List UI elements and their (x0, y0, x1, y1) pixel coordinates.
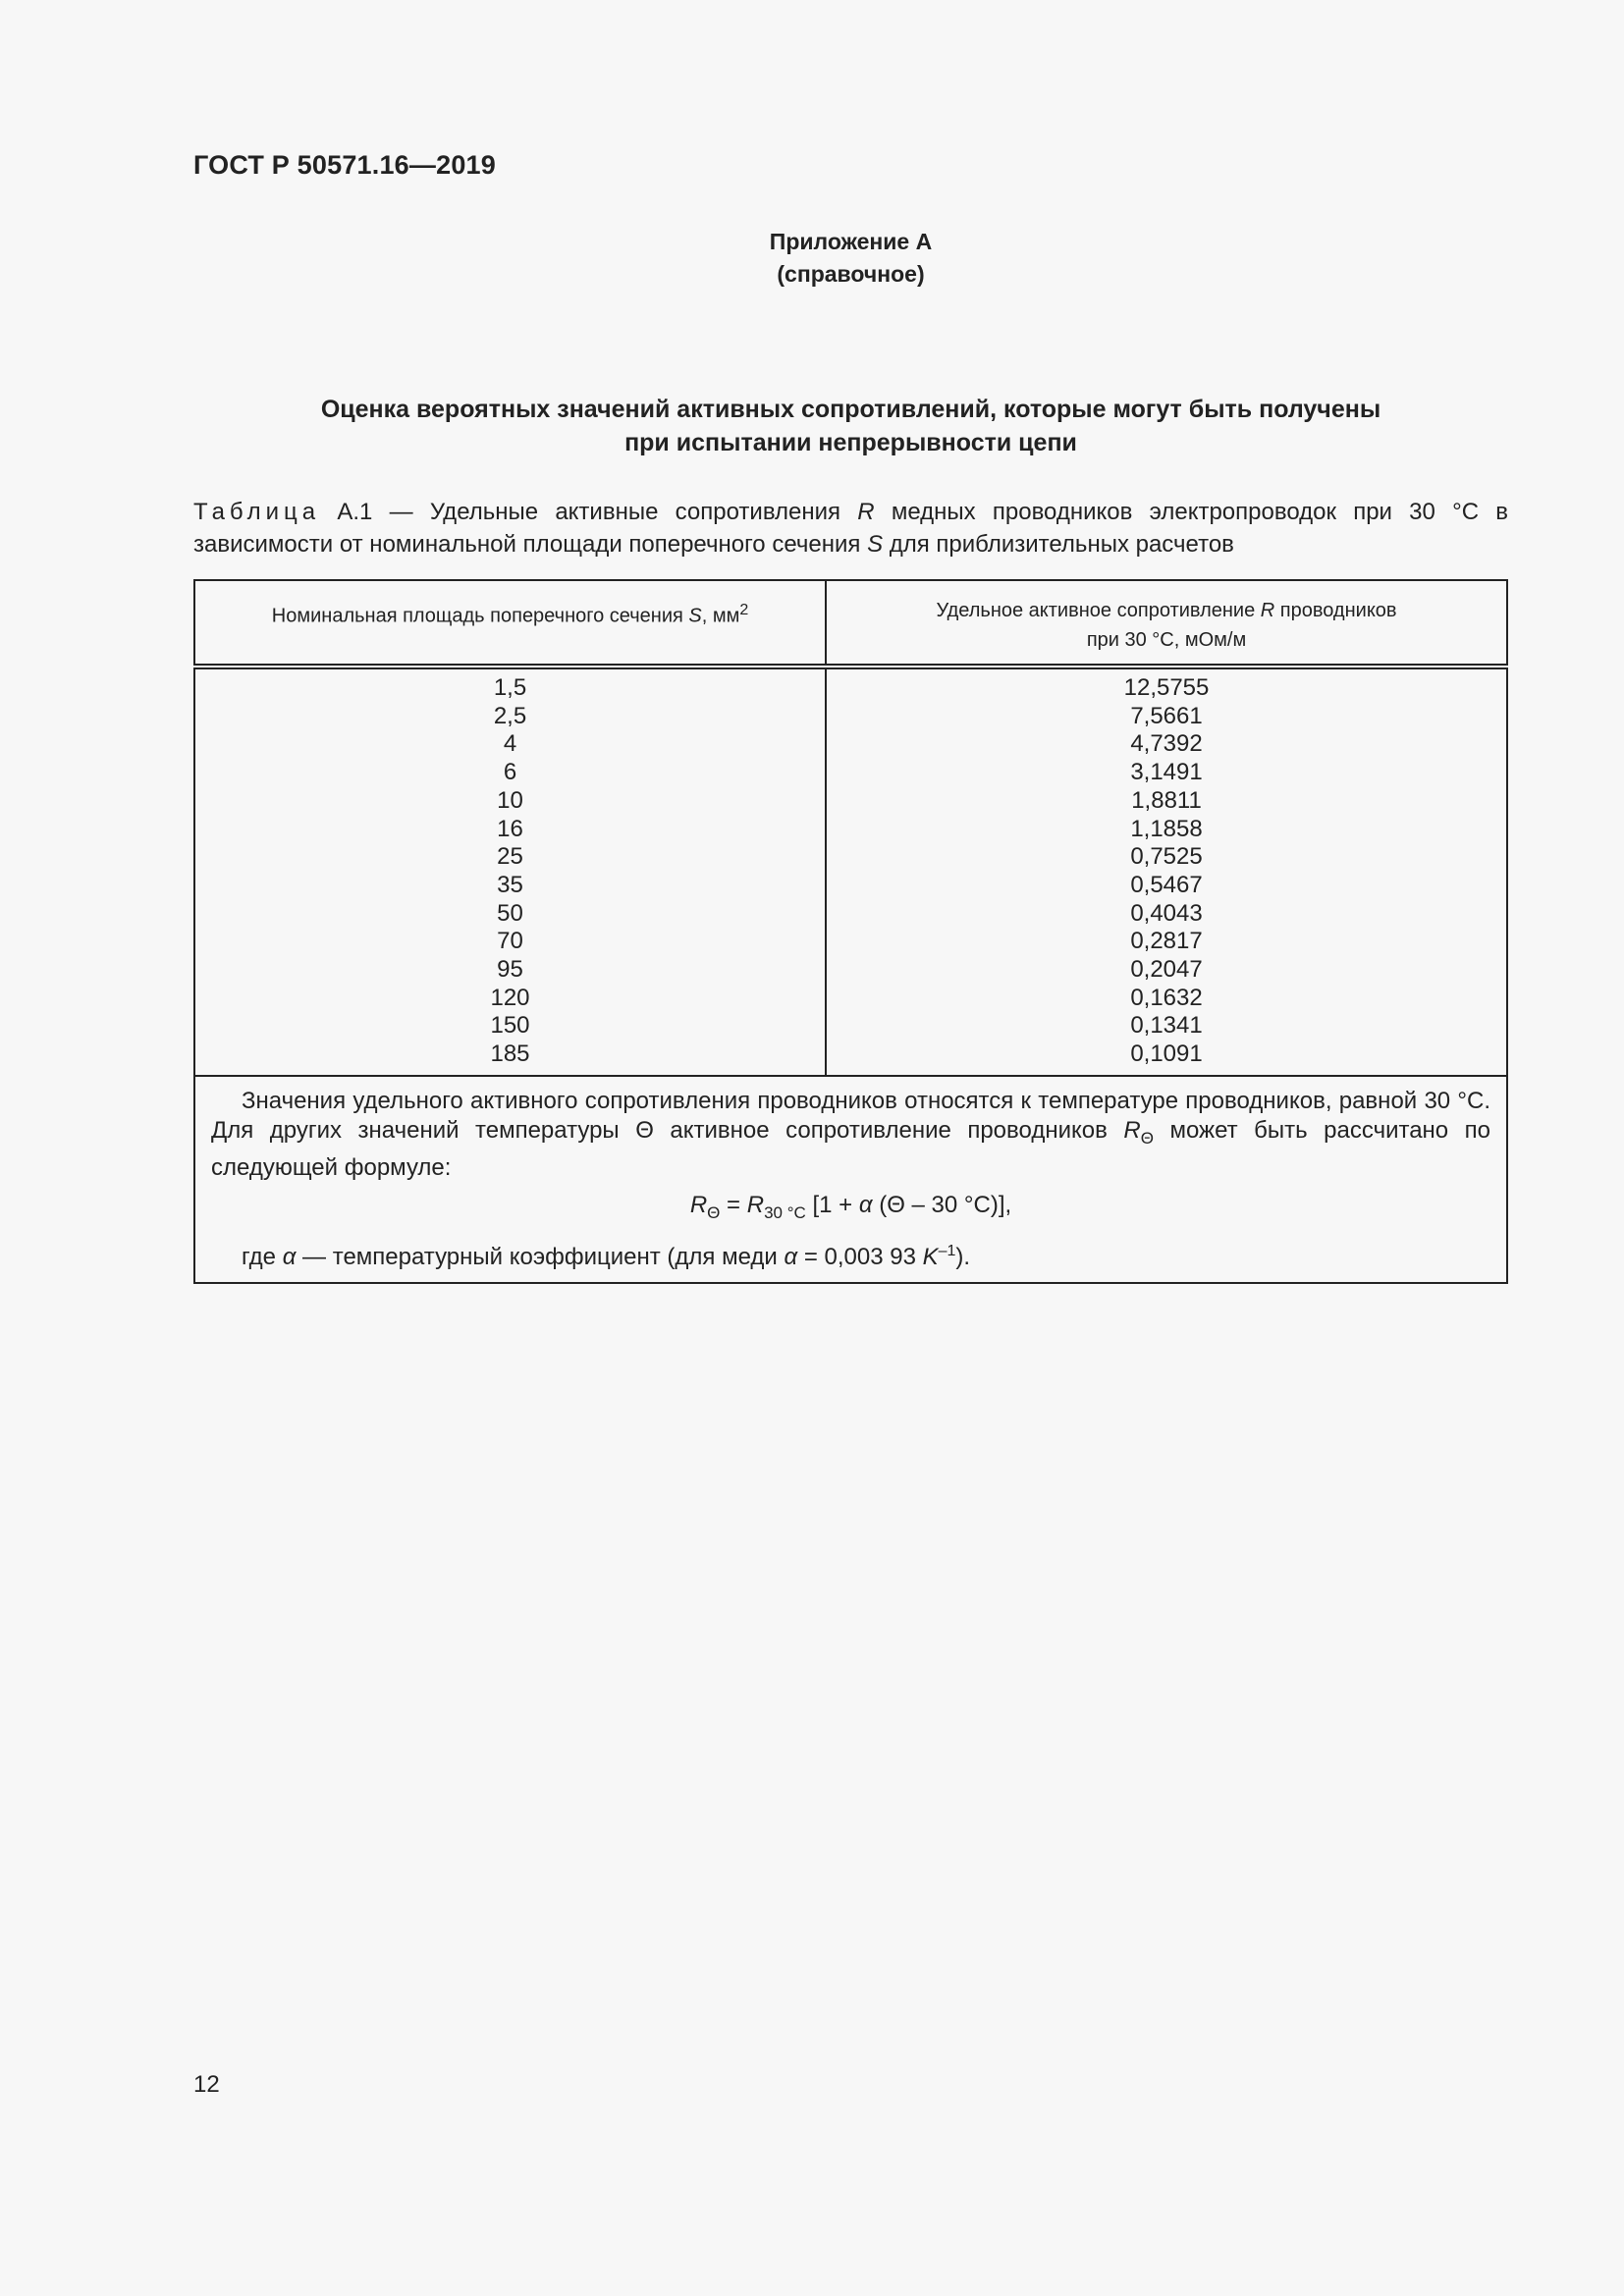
variable-r: R (857, 499, 875, 525)
resistance-value: 0,1341 (1130, 1012, 1203, 1040)
where-text: где (242, 1244, 283, 1271)
table-note-row (194, 1076, 1507, 1284)
formula-sub: 30 °С (764, 1202, 806, 1222)
variable-s: S (867, 531, 884, 558)
section-title-line2: при испытании непрерывности цепи (624, 429, 1077, 456)
header-superscript: 2 (739, 602, 749, 618)
section-value: 2,5 (493, 702, 527, 729)
table-caption-number: А.1 (337, 499, 373, 525)
resistance-value: 0,2047 (1130, 956, 1203, 984)
header-variable: S (688, 605, 702, 627)
document-code: ГОСТ Р 50571.16—2019 (193, 150, 496, 180)
table-body-row (194, 667, 1507, 1076)
note-text: может быть рассчитано по следующей формуле: (211, 1116, 1490, 1181)
formula-text: (Θ – 30 °С)], (872, 1191, 1012, 1218)
table-note (194, 1076, 1507, 1284)
theta-subscript: Θ (1140, 1128, 1154, 1148)
where-k-superscript: –1 (938, 1243, 956, 1260)
section-value: 50 (497, 899, 523, 927)
note-text: Значения удельного активного сопротивления проводников относятся к температуре проводников, равной 30 °С. Для других значений температуры Θ активное сопротивление проводников (211, 1087, 1490, 1144)
table-header-row (194, 580, 1507, 667)
header-variable: R (1260, 600, 1275, 621)
section-value: 4 (503, 730, 517, 758)
resistance-value: 1,1858 (1130, 815, 1203, 842)
section-value: 25 (497, 843, 523, 871)
section-value: 120 (490, 984, 530, 1011)
table-caption-prefix: Таблица (193, 499, 321, 525)
resistance-table (193, 579, 1508, 1284)
header-text: Удельное активное сопротивление (936, 600, 1261, 621)
resistance-value: 0,2817 (1130, 928, 1203, 955)
where-text: ). (955, 1244, 971, 1271)
table-caption-text: для приблизительных расчетов (883, 531, 1234, 558)
section-value: 6 (503, 759, 517, 786)
appendix-heading (0, 226, 1624, 291)
formula-text: = (720, 1191, 747, 1218)
header-unit: , мм (701, 605, 740, 627)
where-text: — температурный коэффициент (для меди (296, 1244, 785, 1271)
resistance-value: 3,1491 (1130, 759, 1203, 786)
header-unit: при 30 °С, мОм/м (1086, 629, 1247, 651)
variable-r: R (1123, 1116, 1141, 1144)
appendix-subtitle: (справочное) (777, 261, 925, 287)
section-value: 16 (497, 815, 523, 842)
where-alpha: α (784, 1244, 798, 1271)
page-number: 12 (193, 2071, 220, 2098)
formula (211, 1191, 1490, 1228)
resistance-value: 4,7392 (1130, 730, 1203, 758)
section-value: 150 (490, 1012, 530, 1040)
resistance-value: 0,5467 (1130, 871, 1203, 898)
section-values-cell (194, 667, 826, 1076)
appendix-title: Приложение А (769, 229, 933, 254)
where-alpha: α (282, 1244, 297, 1271)
resistance-value: 0,1632 (1130, 984, 1203, 1011)
resistance-values-cell (826, 667, 1507, 1076)
section-value: 95 (497, 956, 523, 984)
formula-text: [1 + (805, 1191, 859, 1218)
formula-r: R (689, 1191, 708, 1218)
formula-alpha: α (858, 1191, 873, 1218)
resistance-value: 0,4043 (1130, 899, 1203, 927)
note-paragraph (211, 1087, 1490, 1183)
table-caption (193, 496, 1508, 561)
section-title (193, 393, 1508, 459)
table-caption-text: — Удельные активные сопротивления (372, 499, 858, 525)
resistance-value: 0,1091 (1130, 1041, 1203, 1068)
where-k: K (922, 1244, 939, 1271)
section-value: 185 (490, 1041, 530, 1068)
section-value: 70 (497, 928, 523, 955)
table-caption-text: медных проводников электропроводок при 30 °С в зависимости от номинальной площади поперечного сечения (193, 499, 1508, 558)
section-title-line1: Оценка вероятных значений активных сопротивлений, которые могут быть получены (320, 396, 1381, 423)
column-header-section (194, 580, 826, 667)
formula-sub: Θ (707, 1202, 721, 1222)
formula-r: R (746, 1191, 765, 1218)
section-value: 1,5 (493, 674, 527, 701)
resistance-value: 7,5661 (1130, 702, 1203, 729)
header-text: проводников (1274, 600, 1397, 621)
header-text: Номинальная площадь поперечного сечения (271, 605, 689, 627)
resistance-value: 1,8811 (1131, 786, 1202, 814)
where-text: = 0,003 93 (797, 1244, 923, 1271)
resistance-value: 0,7525 (1130, 843, 1203, 871)
where-clause (211, 1237, 1490, 1272)
section-value: 10 (497, 786, 523, 814)
column-header-resistance (826, 580, 1507, 667)
resistance-value: 12,5755 (1123, 674, 1210, 701)
section-value: 35 (497, 871, 523, 898)
